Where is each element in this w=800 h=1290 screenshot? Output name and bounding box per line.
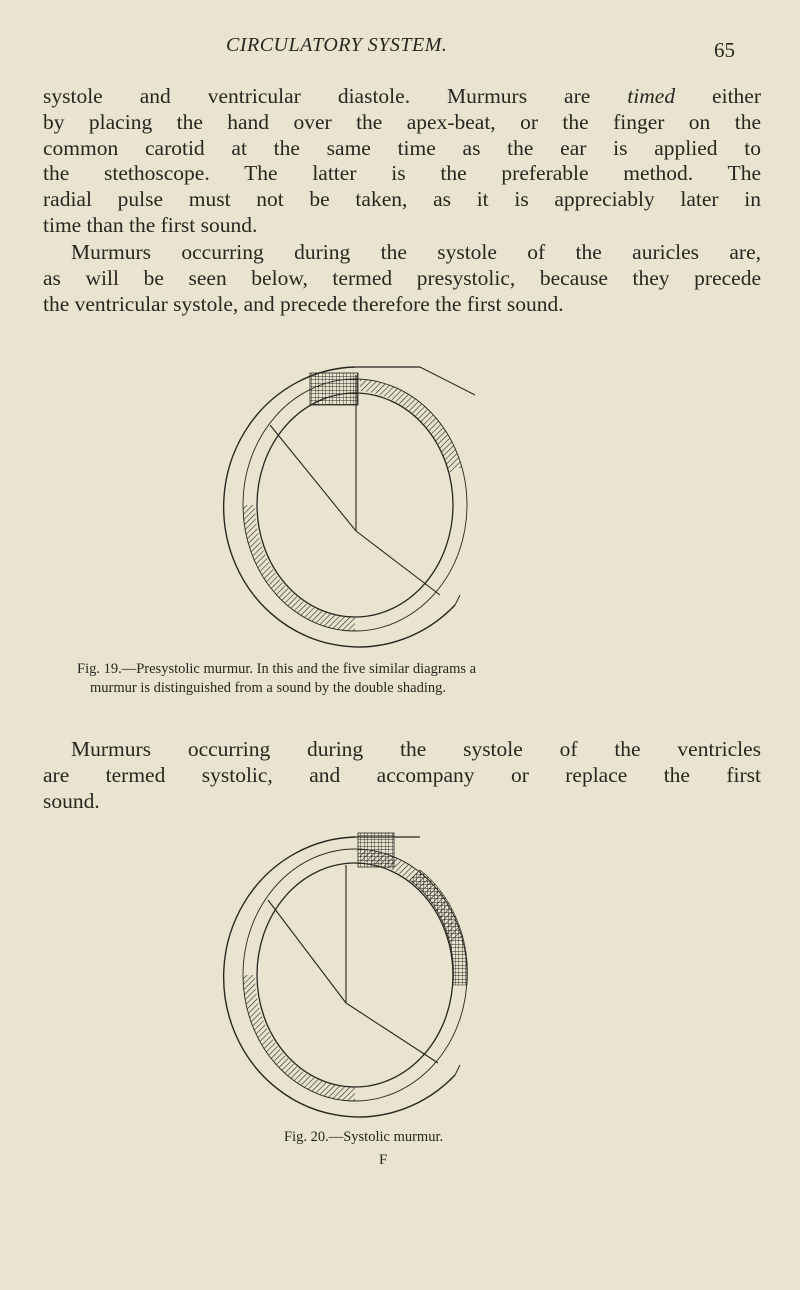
caption-line: murmur is distinguished from a sound by the double shading. bbox=[90, 680, 447, 696]
paragraph-3 bbox=[43, 737, 761, 814]
text-line: sound. bbox=[43, 788, 100, 813]
figure-20-caption bbox=[284, 1128, 443, 1147]
italic-word: timed bbox=[627, 84, 676, 108]
presystole-marker-shading bbox=[358, 833, 394, 867]
text-line: common carotid at the same time as the ear is applied to bbox=[43, 135, 761, 160]
text-line: Murmurs occurring during the systole of the ventricles bbox=[71, 737, 761, 761]
diagonal-line-1 bbox=[268, 900, 346, 1003]
diagonal-line-2 bbox=[356, 531, 440, 595]
running-head: CIRCULATORY SYSTEM. bbox=[226, 34, 448, 56]
caption-line: Fig. 20.—Systolic murmur. bbox=[284, 1129, 444, 1145]
paragraph-2 bbox=[43, 240, 761, 317]
text-line: by placing the hand over the apex-beat, or the finger on the bbox=[43, 109, 761, 134]
caption-line: Fig. 19.—Presystolic murmur. In this and the five similar diagrams a bbox=[77, 661, 477, 677]
page-number: 65 bbox=[714, 38, 735, 62]
diagonal-line-2 bbox=[346, 1003, 438, 1063]
text-line-before-italic: systole and ventricular diastole. Murmurs are bbox=[43, 84, 628, 108]
paragraph-1 bbox=[43, 84, 761, 239]
text-line: the ventricular systole, and precede therefore the first sound. bbox=[43, 291, 564, 316]
text-line: time than the first sound. bbox=[43, 212, 258, 237]
diagonal-line-1 bbox=[270, 425, 356, 531]
text-line: as will be seen below, termed presystolic, because they precede bbox=[43, 265, 761, 290]
figure-19-diagram bbox=[210, 355, 500, 655]
second-sound-band bbox=[243, 505, 355, 631]
text-line bbox=[43, 84, 761, 110]
text-line: are termed systolic, and accompany or replace the first bbox=[43, 762, 761, 787]
presystolic-murmur-shading bbox=[310, 373, 358, 405]
figure-20-diagram bbox=[210, 825, 500, 1125]
text-line: the stethoscope. The latter is the preferable method. The bbox=[43, 161, 761, 186]
text-line: radial pulse must not be taken, as it is appreciably later in bbox=[43, 187, 761, 212]
figure-19-caption bbox=[77, 660, 476, 698]
text-line: Murmurs occurring during the systole of the auricles are, bbox=[71, 240, 761, 264]
outer-ring bbox=[224, 367, 475, 647]
first-sound-band bbox=[360, 379, 462, 473]
text-line-after-italic: either bbox=[675, 84, 761, 108]
signature-mark: F bbox=[379, 1152, 388, 1168]
systolic-murmur-shading bbox=[410, 870, 468, 985]
second-sound-band bbox=[243, 975, 355, 1101]
